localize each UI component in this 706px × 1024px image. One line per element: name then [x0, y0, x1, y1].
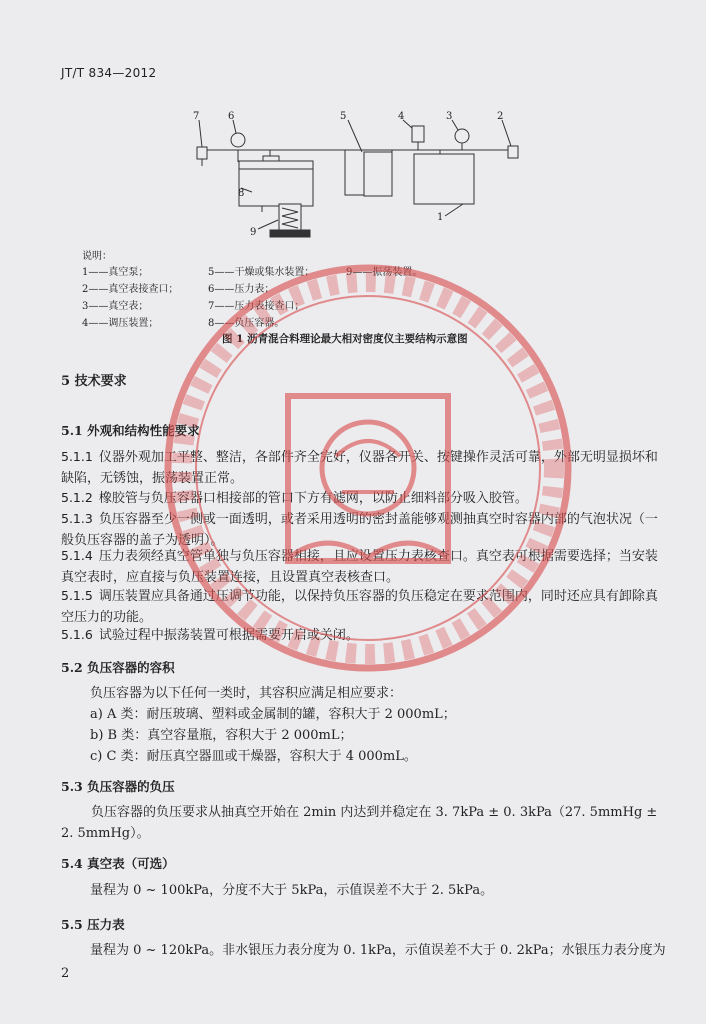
paragraph: 负压容器的负压要求从抽真空开始在 2min 内达到并稳定在 3. 7kPa ± 0. 3kPa（27. 5mmHg ± 2. 5mmHg）。	[61, 805, 658, 841]
callout-3: 3	[446, 111, 453, 122]
seal-emblem-circle	[322, 422, 414, 514]
regulator-4	[412, 126, 424, 142]
callout-1: 1	[437, 212, 444, 223]
seal-outer-ring	[168, 268, 568, 668]
legend-item: 2——真空表接查口；	[82, 284, 179, 295]
clause-text: 试验过程中振荡装置可根据需要开启或关闭。	[98, 628, 359, 643]
clause-number: 5.1.4	[61, 548, 93, 563]
vacuum-pump-1	[414, 154, 474, 204]
clause-number: 5.1.5	[61, 588, 93, 603]
seal-inner-ring	[196, 296, 540, 640]
paragraph: 量程为 0 ~ 120kPa。非水银压力表分度为 0. 1kPa，示值误差不大于 0. 2kPa；水银压力表分度为	[90, 943, 666, 958]
section-5-4-title: 5.4 真空表（可选）	[61, 856, 175, 871]
clause-text: 调压装置应具备通过压调节功能，以保持负压容器的负压稳定在要求范围内，同时还应具有卸除真空压力的功能。	[61, 589, 658, 625]
apparatus-diagram	[0, 100, 706, 245]
page-number: 2	[61, 966, 70, 981]
clause-text: 仪器外观加工平整、整洁，各部件齐全完好，仪器各开关、按键操作灵活可靠，外部无明显损坏和缺陷，无锈蚀，振荡装置正常。	[61, 450, 658, 486]
callout-9: 9	[250, 227, 257, 238]
legend-title: 说明：	[82, 251, 112, 262]
vacuum-gauge-3	[455, 129, 469, 143]
callout-6: 6	[228, 111, 235, 122]
list-item: b) B 类：真空容量瓶，容积大于 2 000mL；	[90, 728, 353, 743]
callout-8: 8	[238, 188, 245, 199]
legend-item: 5——干燥或集水装置；	[208, 267, 315, 278]
callout-4: 4	[398, 111, 405, 122]
standard-code: JT/T 834—2012	[61, 66, 157, 80]
dryer-5	[364, 152, 392, 196]
seal-text-ring	[182, 282, 554, 654]
paragraph: 量程为 0 ~ 100kPa，分度不大于 5kPa，示值误差不大于 2. 5kPa。	[90, 883, 494, 898]
clause-number: 5.1.6	[61, 627, 93, 642]
legend-item: 6——压力表；	[208, 284, 275, 295]
clause-text: 橡胶管与负压容器口相接部的管口下方有滤网，以防止细料部分吸入胶管。	[98, 491, 528, 506]
section-5-2-title: 5.2 负压容器的容积	[61, 660, 175, 675]
fitting-7	[197, 147, 207, 159]
shaker-base	[270, 230, 310, 237]
fitting-2	[508, 146, 518, 158]
paragraph: 负压容器为以下任何一类时，其容积应满足相应要求：	[90, 686, 403, 701]
clause-number: 5.1.3	[61, 511, 93, 526]
section-5-5-title: 5.5 压力表	[61, 917, 125, 932]
clause-text: 压力表须经真空管单独与负压容器相接，且应设置压力表核查口。真空表可根据需要选择；当安装真空表时，应直接与负压装置连接，且设置真空表核查口。	[61, 549, 658, 585]
clause-number: 5.1.2	[61, 490, 93, 505]
legend-item: 8——负压容器。	[208, 318, 285, 329]
list-item: a) A 类：耐压玻璃、塑料或金属制的罐，容积大于 2 000mL；	[90, 707, 456, 722]
legend-item: 1——真空泵；	[82, 267, 149, 278]
figure-caption: 图 1 沥青混合料理论最大相对密度仪主要结构示意图	[222, 333, 468, 345]
legend-item: 4——调压装置；	[82, 318, 159, 329]
legend-item: 9——振荡装置。	[346, 267, 423, 278]
legend-item: 3——真空表；	[82, 301, 149, 312]
callout-7: 7	[193, 111, 200, 122]
official-seal	[158, 258, 578, 678]
section-5-1-title: 5.1 外观和结构性能要求	[61, 423, 200, 438]
callout-5: 5	[340, 111, 347, 122]
list-item: c) C 类：耐压真空器皿或干燥器，容积大于 4 000mL。	[90, 749, 417, 764]
legend-item: 7——压力表接查口；	[208, 301, 305, 312]
pressure-gauge-6	[231, 133, 245, 147]
clause-number: 5.1.1	[61, 449, 93, 464]
clause-text: 负压容器至少一侧或一面透明，或者采用透明的密封盖能够观测抽真空时容器内部的气泡状况（一般负压容器的盖子为透明）。	[61, 512, 658, 548]
callout-2: 2	[497, 111, 504, 122]
section-5-3-title: 5.3 负压容器的负压	[61, 779, 175, 794]
vacuum-container-8	[239, 161, 313, 206]
section-5-title: 5 技术要求	[61, 374, 127, 389]
